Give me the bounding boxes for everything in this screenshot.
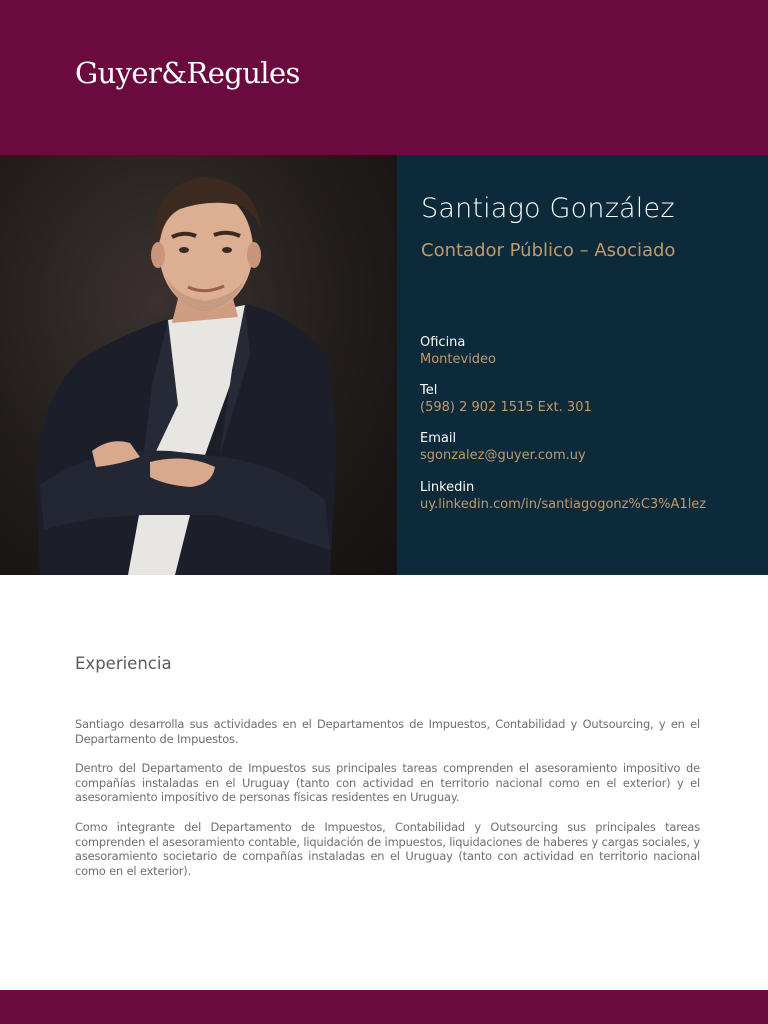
experience-heading: Experiencia [75,654,172,673]
linkedin-field [420,479,706,513]
footer-bar [0,990,768,1024]
experience-paragraph: Como integrante del Departamento de Impuestos, Contabilidad y Outsourcing sus principales tareas comprenden el asesoramiento contable, liquidación de impuestos, liquidaciones de haberes y cargas sociales, y asesoramiento societario de compañías instaladas en el Uruguay (tanto con actividad en territorio nacional como en el exterior). [75,820,700,878]
office-field [420,334,496,368]
office-label: Oficina [420,335,466,350]
linkedin-link[interactable]: uy.linkedin.com/in/santiagogonz%C3%A1lez [420,497,707,512]
experience-paragraph: Dentro del Departamento de Impuestos sus principales tareas comprenden el asesoramiento impositivo de compañías instaladas en el Uruguay (tanto con actividad en territorio nacional como en el exterior) y el asesoramiento impositivo de personas físicas residentes en Uruguay. [75,761,700,804]
email-link[interactable]: sgonzalez@guyer.com.uy [420,448,586,463]
tel-field [420,382,592,416]
office-value: Montevideo [420,352,497,367]
linkedin-label: Linkedin [420,480,475,495]
email-field [420,430,586,464]
person-name: Santiago González [421,193,675,224]
contact-panel [397,155,768,575]
firm-logo: Guyer&Regules [75,56,300,90]
header-banner [0,0,768,155]
portrait-illustration [0,155,397,575]
tel-link[interactable]: (598) 2 902 1515 Ext. 301 [420,400,592,415]
experience-paragraph: Santiago desarrolla sus actividades en el Departamentos de Impuestos, Contabilidad y Outsourcing, y en el Departamento de Impuestos. [75,717,700,746]
person-role: Contador Público – Asociado [421,240,676,261]
email-label: Email [420,431,457,446]
tel-label: Tel [420,383,438,398]
portrait-photo [0,155,397,575]
